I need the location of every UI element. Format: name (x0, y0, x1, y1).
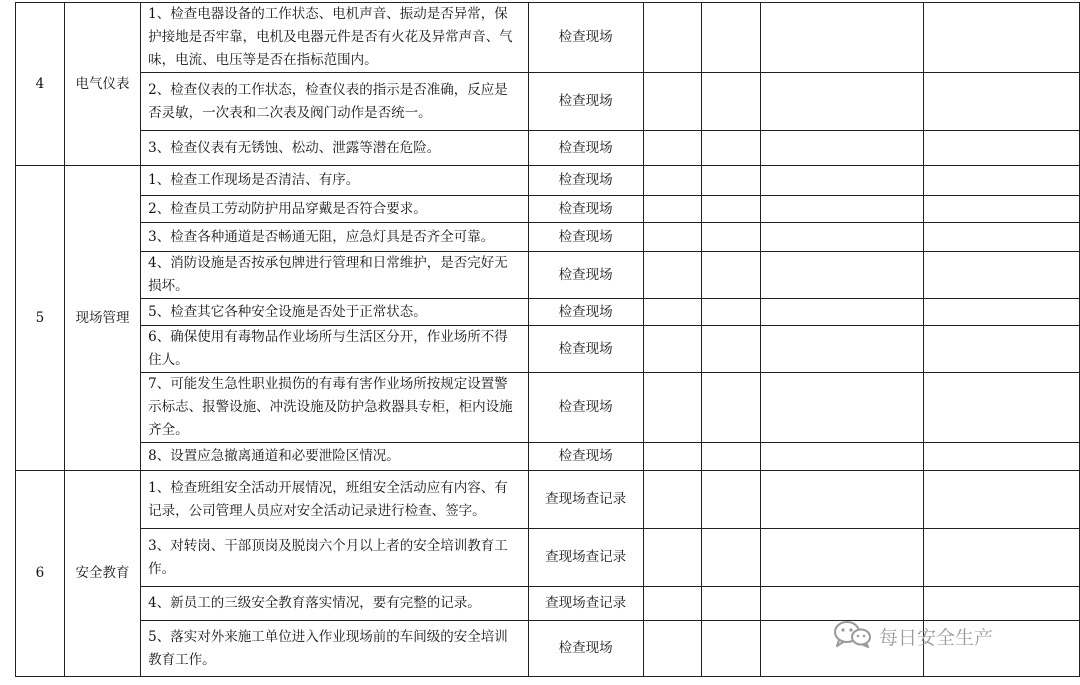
check-method: 查现场查记录 (528, 471, 643, 529)
empty-cell (760, 529, 923, 587)
inspection-table (15, 2, 1080, 677)
empty-cell (924, 196, 1080, 223)
watermark-text: 每日安全生产 (879, 626, 994, 649)
check-item: 1、检查班组安全活动开展情况，班组安全活动应有内容、有记录，公司管理人员应对安全活动记录进行检查、签字。 (141, 471, 528, 529)
empty-cell (760, 3, 923, 73)
empty-cell (643, 373, 702, 443)
empty-cell (643, 299, 702, 326)
check-method: 检查现场 (528, 223, 643, 252)
empty-cell (760, 373, 923, 443)
check-method: 检查现场 (528, 166, 643, 196)
check-item: 3、检查各种通道是否畅通无阻，应急灯具是否齐全可靠。 (141, 223, 528, 252)
empty-cell (643, 3, 702, 73)
check-method: 查现场查记录 (528, 529, 643, 587)
empty-cell (702, 166, 761, 196)
empty-cell (643, 166, 702, 196)
wechat-icon (833, 620, 873, 653)
empty-cell (702, 252, 761, 299)
empty-cell (924, 587, 1080, 621)
check-item: 5、检查其它各种安全设施是否处于正常状态。 (141, 299, 528, 326)
empty-cell (760, 223, 923, 252)
empty-cell (643, 223, 702, 252)
empty-cell (702, 223, 761, 252)
group-number: 4 (16, 3, 65, 166)
empty-cell (924, 471, 1080, 529)
check-method: 检查现场 (528, 73, 643, 131)
empty-cell (760, 252, 923, 299)
check-method: 检查现场 (528, 299, 643, 326)
check-item: 3、对转岗、干部顶岗及脱岗六个月以上者的安全培训教育工作。 (141, 529, 528, 587)
check-item: 2、检查员工劳动防护用品穿戴是否符合要求。 (141, 196, 528, 223)
check-item: 1、检查电器设备的工作状态、电机声音、振动是否异常，保护接地是否牢靠，电机及电器元件是否有火花及异常声音、气味，电流、电压等是否在指标范围内。 (141, 3, 528, 73)
empty-cell (643, 252, 702, 299)
empty-cell (924, 223, 1080, 252)
empty-cell (643, 73, 702, 131)
empty-cell (702, 373, 761, 443)
check-method: 检查现场 (528, 326, 643, 373)
empty-cell (702, 587, 761, 621)
empty-cell (760, 166, 923, 196)
empty-cell (702, 131, 761, 166)
check-method: 查现场查记录 (528, 587, 643, 621)
empty-cell (702, 621, 761, 677)
empty-cell (643, 587, 702, 621)
group-category: 现场管理 (64, 166, 140, 471)
watermark (833, 621, 1063, 651)
check-method: 检查现场 (528, 3, 643, 73)
empty-cell (702, 299, 761, 326)
empty-cell (924, 443, 1080, 471)
empty-cell (760, 443, 923, 471)
empty-cell (760, 326, 923, 373)
empty-cell (924, 299, 1080, 326)
empty-cell (924, 252, 1080, 299)
empty-cell (702, 471, 761, 529)
empty-cell (924, 529, 1080, 587)
group-number: 6 (16, 471, 65, 677)
check-method: 检查现场 (528, 443, 643, 471)
empty-cell (924, 3, 1080, 73)
empty-cell (643, 326, 702, 373)
empty-cell (643, 529, 702, 587)
check-item: 4、新员工的三级安全教育落实情况，要有完整的记录。 (141, 587, 528, 621)
check-method: 检查现场 (528, 373, 643, 443)
empty-cell (760, 73, 923, 131)
empty-cell (760, 131, 923, 166)
check-method: 检查现场 (528, 252, 643, 299)
group-number: 5 (16, 166, 65, 471)
empty-cell (924, 131, 1080, 166)
empty-cell (702, 443, 761, 471)
empty-cell (702, 529, 761, 587)
check-method: 检查现场 (528, 131, 643, 166)
check-item: 6、确保使用有毒物品作业场所与生活区分开，作业场所不得住人。 (141, 326, 528, 373)
empty-cell (643, 131, 702, 166)
check-method: 检查现场 (528, 196, 643, 223)
check-item: 1、检查工作现场是否清洁、有序。 (141, 166, 528, 196)
empty-cell (760, 299, 923, 326)
empty-cell (702, 73, 761, 131)
empty-cell (924, 326, 1080, 373)
empty-cell (702, 326, 761, 373)
empty-cell (702, 3, 761, 73)
empty-cell (643, 621, 702, 677)
empty-cell (924, 166, 1080, 196)
group-category: 电气仪表 (64, 3, 140, 166)
empty-cell (760, 471, 923, 529)
check-item: 4、消防设施是否按承包牌进行管理和日常维护，是否完好无损坏。 (141, 252, 528, 299)
empty-cell (643, 443, 702, 471)
check-method: 检查现场 (528, 621, 643, 677)
empty-cell (760, 196, 923, 223)
empty-cell (643, 471, 702, 529)
check-item: 8、设置应急撤离通道和必要泄险区情况。 (141, 443, 528, 471)
empty-cell (760, 587, 923, 621)
group-category: 安全教育 (64, 471, 140, 677)
check-item: 3、检查仪表有无锈蚀、松动、泄露等潜在危险。 (141, 131, 528, 166)
empty-cell (924, 73, 1080, 131)
empty-cell (702, 196, 761, 223)
check-item: 5、落实对外来施工单位进入作业现场前的车间级的安全培训教育工作。 (141, 621, 528, 677)
empty-cell (643, 196, 702, 223)
check-item: 7、可能发生急性职业损伤的有毒有害作业场所按规定设置警示标志、报警设施、冲洗设施及防护急救器具专柜，柜内设施齐全。 (141, 373, 528, 443)
empty-cell (924, 373, 1080, 443)
check-item: 2、检查仪表的工作状态，检查仪表的指示是否准确，反应是否灵敏，一次表和二次表及阀门动作是否统一。 (141, 73, 528, 131)
